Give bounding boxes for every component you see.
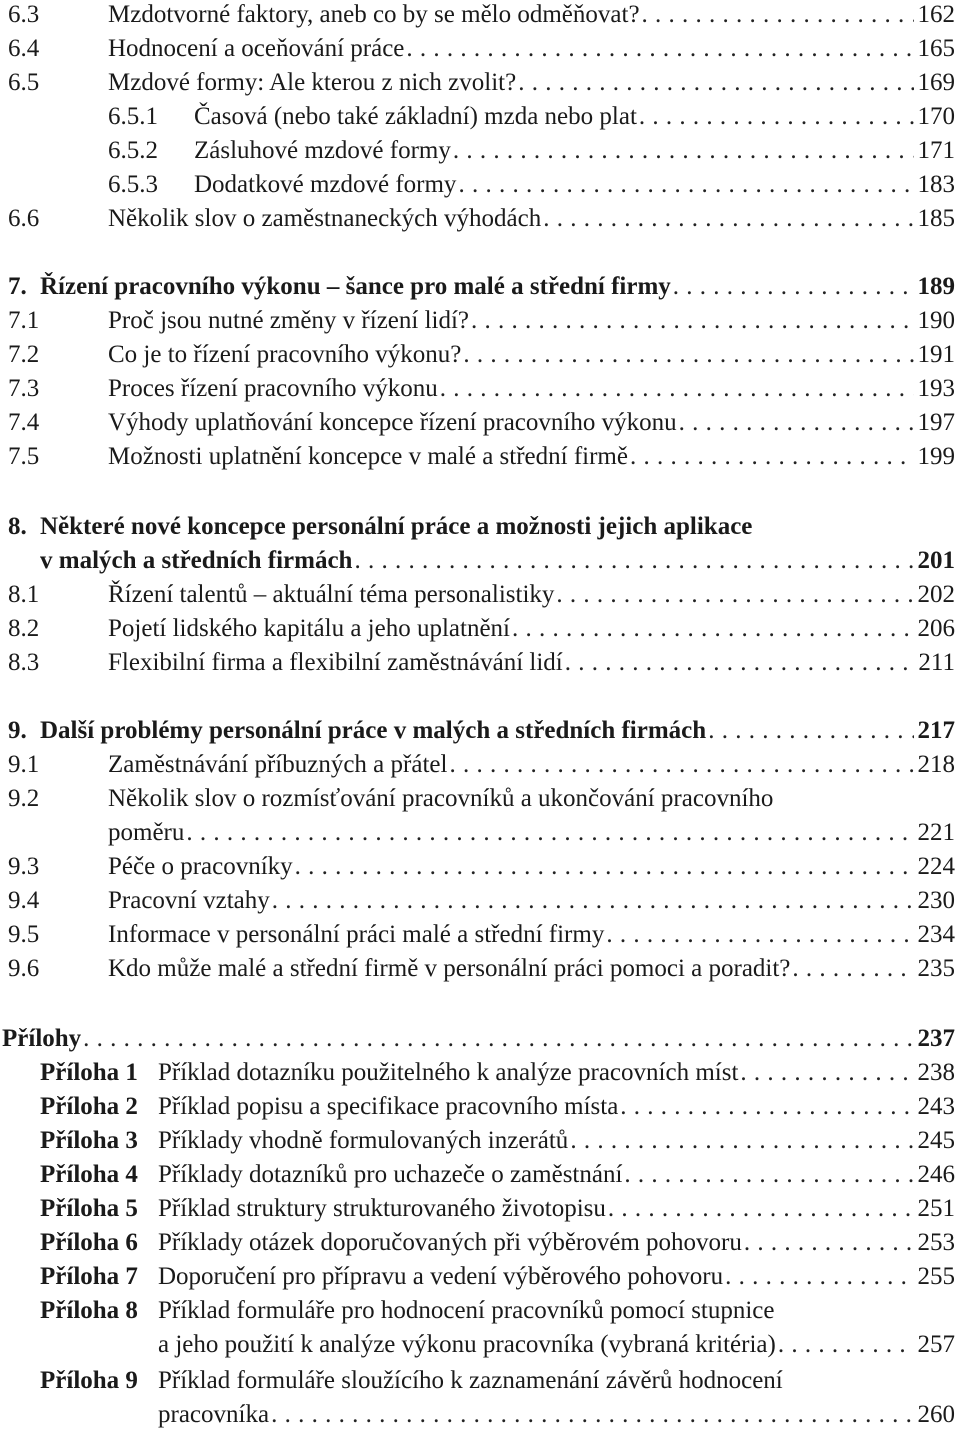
entry-page: 197 [917, 409, 955, 436]
toc-entry [8, 612, 955, 646]
toc-appendix [40, 1124, 955, 1158]
entry-title: Pracovní vztahy [108, 887, 270, 914]
chapter-number: 8. [8, 513, 27, 540]
dot-leader [543, 202, 913, 236]
toc-chapter [8, 714, 955, 748]
appendix-title: Příklad formuláře pro hodnocení pracovníků pomocí stupnice [158, 1297, 775, 1324]
toc-entry [8, 338, 955, 372]
entry-number: 8.2 [8, 615, 40, 642]
toc-appendix [40, 1158, 955, 1192]
entry-number: 7.4 [8, 409, 40, 436]
toc-entry [108, 168, 955, 202]
dot-leader [406, 32, 913, 66]
toc-entry [108, 816, 955, 850]
dot-leader [453, 134, 914, 168]
dot-leader [620, 1090, 913, 1124]
toc-entry [8, 0, 955, 32]
dot-leader [624, 1158, 913, 1192]
toc-appendix [40, 1226, 955, 1260]
entry-number: 6.5.1 [108, 103, 158, 130]
dot-leader [271, 1398, 913, 1432]
appendix-label: Příloha 6 [40, 1229, 138, 1256]
dot-leader [518, 66, 913, 100]
entry-page: 206 [917, 615, 955, 642]
toc-entry [8, 32, 955, 66]
toc-entry [8, 884, 955, 918]
entry-page: 165 [917, 35, 955, 62]
dot-leader [744, 1226, 914, 1260]
entry-title: Pojetí lidského kapitálu a jeho uplatnění [108, 615, 511, 642]
entry-page: 190 [917, 307, 955, 334]
appendix-page: 238 [917, 1059, 955, 1086]
chapter-number: 7. [8, 273, 27, 300]
appendix-title: Příklady dotazníků pro uchazeče o zaměstnání [158, 1161, 623, 1188]
toc-entry [8, 202, 955, 236]
dot-leader [679, 406, 914, 440]
entry-number: 6.6 [8, 205, 40, 232]
entry-number: 7.3 [8, 375, 40, 402]
toc-chapter [8, 270, 955, 304]
toc-entry [108, 134, 955, 168]
appendix-title: Příklady vhodně formulovaných inzerátů [158, 1127, 569, 1154]
entry-title: Proces řízení pracovního výkonu [108, 375, 438, 402]
toc-entry [8, 918, 955, 952]
toc-entry [8, 372, 955, 406]
toc-entry [8, 66, 955, 100]
entry-title: Časová (nebo také základní) mzda nebo plat [194, 103, 637, 130]
entry-number: 7.1 [8, 307, 40, 334]
toc-appendix [40, 1056, 955, 1090]
dot-leader [630, 440, 914, 474]
chapter-number: 9. [8, 717, 27, 744]
entry-number: 8.1 [8, 581, 40, 608]
entry-title: Řízení talentů – aktuální téma personalistiky [108, 581, 555, 608]
entry-page: 202 [917, 581, 955, 608]
toc-appendices-heading [2, 1022, 955, 1056]
toc-entry [108, 100, 955, 134]
appendix-title: Příklad popisu a specifikace pracovního místa [158, 1093, 619, 1120]
toc-entry-line1 [8, 782, 773, 816]
entry-title: Flexibilní firma a flexibilní zaměstnávání lidí [108, 649, 563, 676]
appendix-label: Příloha 2 [40, 1093, 138, 1120]
appendix-title: Příklad formuláře sloužícího k zaznamenání závěrů hodnocení [158, 1367, 783, 1394]
chapter-title-continued: v malých a středních firmách [40, 547, 353, 574]
appendices-page: 237 [917, 1025, 955, 1052]
toc-chapter [40, 544, 955, 578]
toc-appendix [158, 1328, 955, 1362]
dot-leader [570, 1124, 913, 1158]
entry-number: 6.5 [8, 69, 40, 96]
entry-title: Mzdotvorné faktory, aneb co by se mělo odměňovat? [108, 1, 640, 28]
entry-page: 221 [917, 819, 955, 846]
dot-leader [708, 714, 913, 748]
toc-appendix-line1 [40, 1364, 783, 1398]
dot-leader [639, 100, 914, 134]
appendix-page: 260 [917, 1401, 955, 1428]
dot-leader [354, 544, 913, 578]
entry-number: 9.2 [8, 785, 40, 812]
entry-page: 199 [917, 443, 955, 470]
entry-page: 193 [917, 375, 955, 402]
appendix-title: Příklady otázek doporučovaných při výběrovém pohovoru [158, 1229, 742, 1256]
appendix-title-continued: a jeho použití k analýze výkonu pracovníka (vybraná kritéria) [158, 1331, 776, 1358]
dot-leader [471, 304, 913, 338]
entry-page: 162 [917, 1, 955, 28]
entry-number: 7.5 [8, 443, 40, 470]
dot-leader [725, 1260, 913, 1294]
entry-title-continued: poměru [108, 819, 185, 846]
appendix-label: Příloha 8 [40, 1297, 138, 1324]
entry-page: 183 [917, 171, 955, 198]
entry-number: 9.3 [8, 853, 40, 880]
dot-leader [565, 646, 915, 680]
toc-entry [8, 440, 955, 474]
appendix-page: 243 [917, 1093, 955, 1120]
entry-title: Možnosti uplatnění koncepce v malé a střední firmě [108, 443, 628, 470]
toc-appendix-line1 [40, 1294, 775, 1328]
toc-appendix [158, 1398, 955, 1432]
appendix-page: 253 [917, 1229, 955, 1256]
dot-leader [83, 1022, 913, 1056]
chapter-title: Další problémy personální práce v malých a středních firmách [40, 717, 707, 744]
chapter-title: Některé nové koncepce personální práce a možnosti jejich aplikace [40, 513, 753, 540]
dot-leader [740, 1056, 913, 1090]
toc-entry [8, 850, 955, 884]
entry-page: 211 [918, 649, 955, 676]
dot-leader [463, 338, 913, 372]
appendix-title: Doporučení pro přípravu a vedení výběrového pohovoru [158, 1263, 724, 1290]
appendix-title-continued: pracovníka [158, 1401, 270, 1428]
entry-title: Zaměstnávání příbuzných a přátel [108, 751, 448, 778]
entry-page: 218 [917, 751, 955, 778]
toc-entry [8, 646, 955, 680]
dot-leader [556, 578, 913, 612]
dot-leader [186, 816, 913, 850]
toc-appendix [40, 1090, 955, 1124]
entry-title: Co je to řízení pracovního výkonu? [108, 341, 462, 368]
chapter-title: Řízení pracovního výkonu – šance pro malé a střední firmy [40, 273, 671, 300]
chapter-page: 217 [917, 717, 955, 744]
dot-leader [608, 1192, 914, 1226]
appendix-label: Příloha 5 [40, 1195, 138, 1222]
entry-number: 9.4 [8, 887, 40, 914]
chapter-page: 189 [917, 273, 955, 300]
chapter-page: 201 [917, 547, 955, 574]
entry-number: 8.3 [8, 649, 40, 676]
entry-title: Několik slov o rozmísťování pracovníků a ukončování pracovního [108, 785, 774, 812]
entry-page: 169 [917, 69, 955, 96]
appendix-label: Příloha 9 [40, 1367, 138, 1394]
entry-number: 6.5.2 [108, 137, 158, 164]
entry-title: Péče o pracovníky [108, 853, 293, 880]
toc-appendix [40, 1260, 955, 1294]
entry-number: 9.1 [8, 751, 40, 778]
toc-entry [8, 952, 955, 986]
entry-page: 235 [917, 955, 955, 982]
toc-entry [8, 748, 955, 782]
dot-leader [295, 850, 914, 884]
entry-number: 6.5.3 [108, 171, 158, 198]
entry-page: 170 [917, 103, 955, 130]
dot-leader [458, 168, 913, 202]
appendices-title: Přílohy [2, 1025, 82, 1052]
entry-page: 234 [917, 921, 955, 948]
appendix-label: Příloha 7 [40, 1263, 138, 1290]
dot-leader [778, 1328, 914, 1362]
appendix-page: 257 [917, 1331, 955, 1358]
entry-title: Dodatkové mzdové formy [194, 171, 457, 198]
appendix-title: Příklad struktury strukturovaného životopisu [158, 1195, 606, 1222]
appendix-label: Příloha 4 [40, 1161, 138, 1188]
entry-number: 7.2 [8, 341, 40, 368]
entry-title: Hodnocení a oceňování práce [108, 35, 405, 62]
entry-title: Proč jsou nutné změny v řízení lidí? [108, 307, 470, 334]
entry-page: 224 [917, 853, 955, 880]
toc-chapter-line1 [8, 510, 752, 544]
entry-title: Mzdové formy: Ale kterou z nich zvolit? [108, 69, 517, 96]
dot-leader [673, 270, 914, 304]
dot-leader [272, 884, 914, 918]
appendix-title: Příklad dotazníku použitelného k analýze pracovních míst [158, 1059, 739, 1086]
dot-leader [440, 372, 914, 406]
appendix-page: 255 [917, 1263, 955, 1290]
toc-entry [8, 406, 955, 440]
entry-page: 185 [917, 205, 955, 232]
toc-entry [8, 304, 955, 338]
appendix-page: 246 [917, 1161, 955, 1188]
dot-leader [792, 952, 913, 986]
entry-number: 9.6 [8, 955, 40, 982]
entry-page: 230 [917, 887, 955, 914]
dot-leader [449, 748, 913, 782]
entry-title: Několik slov o zaměstnaneckých výhodách [108, 205, 542, 232]
entry-number: 9.5 [8, 921, 40, 948]
entry-number: 6.3 [8, 1, 40, 28]
entry-number: 6.4 [8, 35, 40, 62]
entry-page: 191 [917, 341, 955, 368]
entry-title: Informace v personální práci malé a střední firmy [108, 921, 605, 948]
toc-entry [8, 578, 955, 612]
toc-appendix [40, 1192, 955, 1226]
appendix-label: Příloha 3 [40, 1127, 138, 1154]
dot-leader [642, 0, 914, 32]
dot-leader [512, 612, 913, 646]
appendix-page: 251 [917, 1195, 955, 1222]
entry-title: Zásluhové mzdové formy [194, 137, 451, 164]
appendix-label: Příloha 1 [40, 1059, 138, 1086]
dot-leader [606, 918, 913, 952]
entry-title: Kdo může malé a střední firmě v personální práci pomoci a poradit? [108, 955, 791, 982]
entry-page: 171 [917, 137, 955, 164]
appendix-page: 245 [917, 1127, 955, 1154]
entry-title: Výhody uplatňování koncepce řízení pracovního výkonu [108, 409, 677, 436]
